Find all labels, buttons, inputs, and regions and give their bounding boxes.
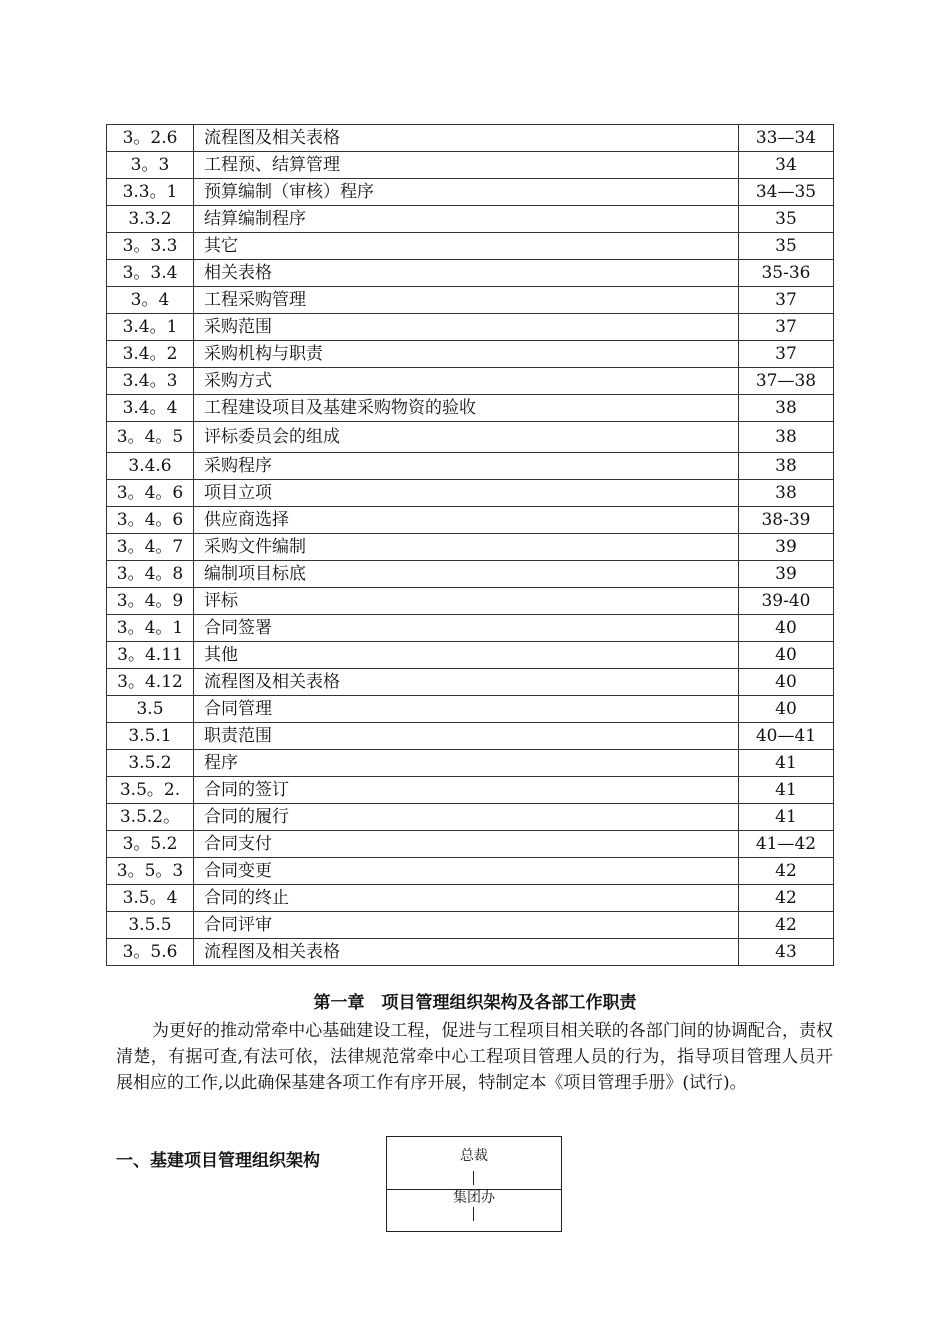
toc-title: 采购范围 xyxy=(194,314,739,341)
toc-title: 供应商选择 xyxy=(194,507,739,534)
toc-number: 3。5.2 xyxy=(107,831,194,858)
toc-page: 37 xyxy=(739,341,834,368)
toc-number: 3.4。3 xyxy=(107,368,194,395)
org-connector xyxy=(473,1207,474,1221)
toc-page: 40 xyxy=(739,642,834,669)
toc-page: 34—35 xyxy=(739,179,834,206)
toc-title: 工程采购管理 xyxy=(194,287,739,314)
toc-page: 42 xyxy=(739,858,834,885)
toc-page: 41—42 xyxy=(739,831,834,858)
toc-page: 38 xyxy=(739,480,834,507)
toc-row xyxy=(107,804,834,831)
toc-row xyxy=(107,642,834,669)
toc-row xyxy=(107,507,834,534)
toc-number: 3。4。8 xyxy=(107,561,194,588)
section-title: 一、基建项目管理组织架构 xyxy=(116,1151,320,1171)
toc-row xyxy=(107,179,834,206)
toc-number: 3.5 xyxy=(107,696,194,723)
toc-row xyxy=(107,939,834,966)
toc-title: 评标委员会的组成 xyxy=(194,422,739,453)
toc-page: 40 xyxy=(739,615,834,642)
toc-row xyxy=(107,206,834,233)
toc-number: 3。4 xyxy=(107,287,194,314)
toc-title: 结算编制程序 xyxy=(194,206,739,233)
toc-number: 3。4。6 xyxy=(107,480,194,507)
toc-row xyxy=(107,152,834,179)
toc-title: 合同的履行 xyxy=(194,804,739,831)
toc-title: 采购机构与职责 xyxy=(194,341,739,368)
toc-title: 评标 xyxy=(194,588,739,615)
toc-page: 40 xyxy=(739,696,834,723)
toc-number: 3。5。3 xyxy=(107,858,194,885)
toc-title: 合同变更 xyxy=(194,858,739,885)
chapter-title: 第一章 项目管理组织架构及各部工作职责 xyxy=(313,993,637,1013)
toc-title: 项目立项 xyxy=(194,480,739,507)
toc-number: 3.5。4 xyxy=(107,885,194,912)
toc-page: 33—34 xyxy=(739,125,834,152)
toc-title: 工程预、结算管理 xyxy=(194,152,739,179)
intro-paragraph: 为更好的推动常牵中心基础建设工程，促进与工程项目相关联的各部门间的协调配合，责权清楚，有据可查,有法可依，法律规范常牵中心工程项目管理人员的行为，指导项目管理人员开展相应的工作,以此确保基建各项工作有序开展，特制定本《项目管理手册》(试行)。 xyxy=(116,1021,833,1093)
toc-title: 编制项目标底 xyxy=(194,561,739,588)
toc-number: 3.5.1 xyxy=(107,723,194,750)
toc-page: 42 xyxy=(739,912,834,939)
toc-number: 3。5.6 xyxy=(107,939,194,966)
toc-page: 37—38 xyxy=(739,368,834,395)
toc-page: 37 xyxy=(739,287,834,314)
toc-title: 合同的终止 xyxy=(194,885,739,912)
toc-number: 3.4.6 xyxy=(107,453,194,480)
toc-title: 程序 xyxy=(194,750,739,777)
toc-row xyxy=(107,395,834,422)
toc-page: 38 xyxy=(739,395,834,422)
toc-row xyxy=(107,368,834,395)
toc-number: 3。4。1 xyxy=(107,615,194,642)
toc-row xyxy=(107,588,834,615)
org-connector xyxy=(473,1171,474,1185)
toc-title: 预算编制（审核）程序 xyxy=(194,179,739,206)
toc-page: 43 xyxy=(739,939,834,966)
toc-title: 流程图及相关表格 xyxy=(194,939,739,966)
toc-page: 37 xyxy=(739,314,834,341)
toc-number: 3。4.12 xyxy=(107,669,194,696)
toc-page: 39 xyxy=(739,561,834,588)
toc-title: 合同的签订 xyxy=(194,777,739,804)
toc-number: 3.4。1 xyxy=(107,314,194,341)
toc-number: 3。4。7 xyxy=(107,534,194,561)
toc-row xyxy=(107,777,834,804)
org-node-president: 总裁 xyxy=(460,1148,488,1164)
toc-row xyxy=(107,696,834,723)
toc-number: 3。3.3 xyxy=(107,233,194,260)
toc-row xyxy=(107,453,834,480)
toc-title: 流程图及相关表格 xyxy=(194,669,739,696)
toc-number: 3.5.5 xyxy=(107,912,194,939)
toc-page: 34 xyxy=(739,152,834,179)
toc-title: 合同管理 xyxy=(194,696,739,723)
toc-row xyxy=(107,723,834,750)
toc-title: 合同支付 xyxy=(194,831,739,858)
toc-page: 39 xyxy=(739,534,834,561)
toc-row xyxy=(107,125,834,152)
org-node-group-office: 集团办 xyxy=(453,1190,495,1206)
toc-page: 35 xyxy=(739,206,834,233)
toc-page: 38 xyxy=(739,453,834,480)
toc-row xyxy=(107,480,834,507)
toc-row xyxy=(107,534,834,561)
toc-page: 35-36 xyxy=(739,260,834,287)
toc-row xyxy=(107,422,834,453)
toc-page: 40 xyxy=(739,669,834,696)
toc-row xyxy=(107,858,834,885)
toc-row xyxy=(107,233,834,260)
toc-row xyxy=(107,561,834,588)
toc-page: 35 xyxy=(739,233,834,260)
toc-row xyxy=(107,912,834,939)
toc-page: 38 xyxy=(739,422,834,453)
toc-number: 3。4.11 xyxy=(107,642,194,669)
toc-row xyxy=(107,615,834,642)
toc-row xyxy=(107,260,834,287)
toc-page: 41 xyxy=(739,804,834,831)
toc-title: 职责范围 xyxy=(194,723,739,750)
toc-number: 3.3。1 xyxy=(107,179,194,206)
toc-row xyxy=(107,669,834,696)
toc-title: 采购程序 xyxy=(194,453,739,480)
toc-title: 合同签署 xyxy=(194,615,739,642)
toc-page: 42 xyxy=(739,885,834,912)
toc-title: 合同评审 xyxy=(194,912,739,939)
toc-page: 41 xyxy=(739,750,834,777)
org-chart xyxy=(386,1136,562,1232)
toc-row xyxy=(107,341,834,368)
toc-number: 3。4。5 xyxy=(107,422,194,453)
toc-page: 41 xyxy=(739,777,834,804)
toc-number: 3.3.2 xyxy=(107,206,194,233)
toc-title: 工程建设项目及基建采购物资的验收 xyxy=(194,395,739,422)
toc-number: 3。3.4 xyxy=(107,260,194,287)
toc-row xyxy=(107,831,834,858)
toc-number: 3.5。2. xyxy=(107,777,194,804)
toc-page: 39-40 xyxy=(739,588,834,615)
toc-table xyxy=(106,124,834,966)
toc-number: 3。4。6 xyxy=(107,507,194,534)
toc-title: 采购方式 xyxy=(194,368,739,395)
toc-row xyxy=(107,750,834,777)
toc-page: 38-39 xyxy=(739,507,834,534)
toc-row xyxy=(107,287,834,314)
toc-number: 3.5.2。 xyxy=(107,804,194,831)
toc-title: 其他 xyxy=(194,642,739,669)
toc-page: 40—41 xyxy=(739,723,834,750)
toc-title: 采购文件编制 xyxy=(194,534,739,561)
toc-row xyxy=(107,314,834,341)
toc-row xyxy=(107,885,834,912)
toc-number: 3。4。9 xyxy=(107,588,194,615)
toc-number: 3.4。2 xyxy=(107,341,194,368)
toc-title: 流程图及相关表格 xyxy=(194,125,739,152)
toc-number: 3.4。4 xyxy=(107,395,194,422)
toc-body xyxy=(107,125,834,966)
toc-title: 其它 xyxy=(194,233,739,260)
toc-number: 3。2.6 xyxy=(107,125,194,152)
toc-number: 3。3 xyxy=(107,152,194,179)
toc-title: 相关表格 xyxy=(194,260,739,287)
toc-number: 3.5.2 xyxy=(107,750,194,777)
